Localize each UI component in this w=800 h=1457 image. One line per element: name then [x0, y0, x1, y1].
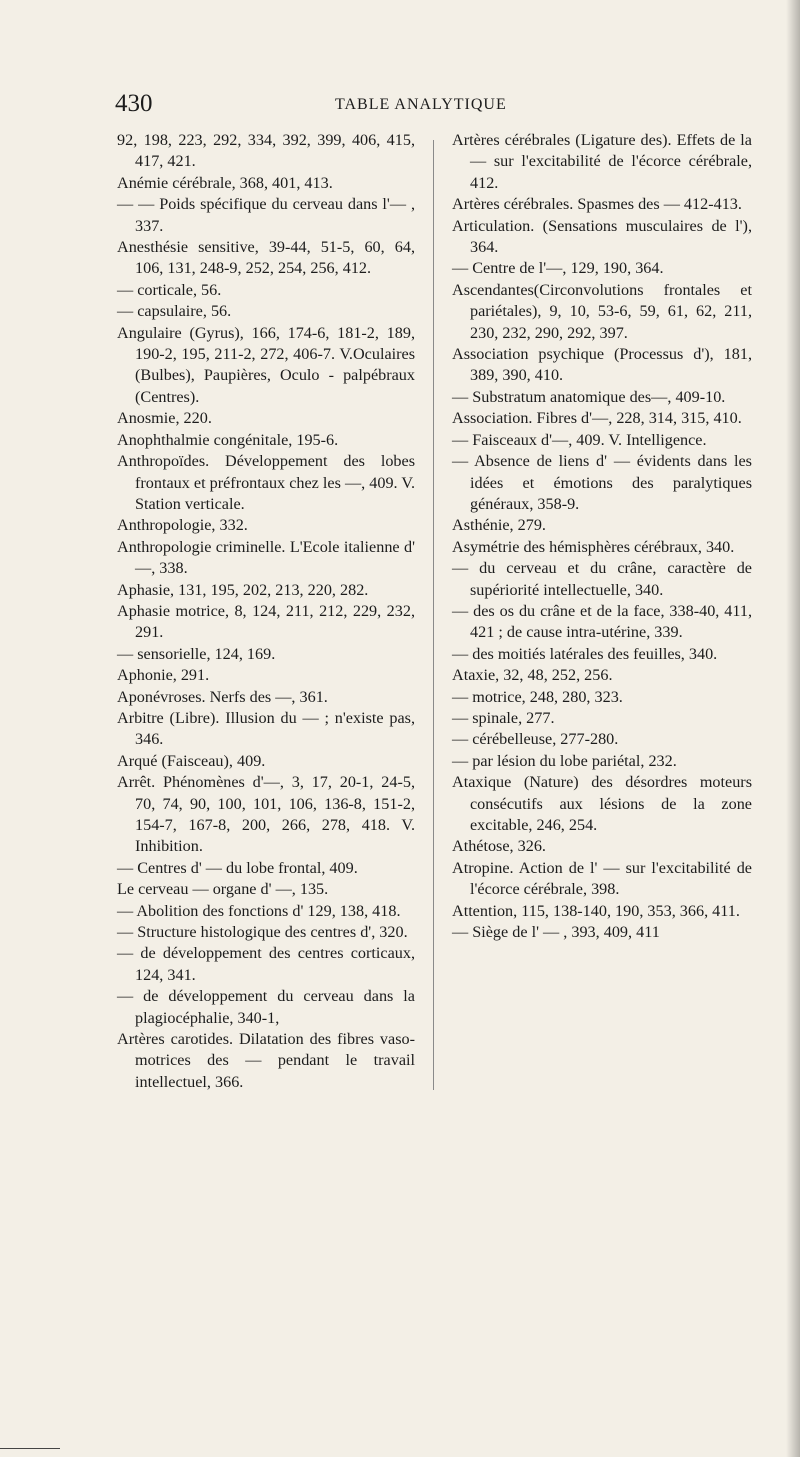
index-entry: Athétose, 326. [452, 837, 546, 856]
index-entry: Ataxie, 32, 48, 252, 256. [452, 666, 613, 685]
index-entry: Le cerveau — organe d' —, 135. [117, 880, 329, 899]
index-entry: Aphasie motrice, 8, 124, 211, 212, 229, 232, 291. [117, 601, 415, 642]
index-entry: — des os du crâne et de la face, 338-40, 411, 421 ; de cause intra-utérine, 339. [452, 601, 752, 642]
index-entry: — des moitiés latérales des feuilles, 340. [452, 644, 718, 663]
index-entry: 92, 198, 223, 292, 334, 392, 399, 406, 415, 417, 421. [117, 131, 415, 171]
index-entry: Anophthalmie congénitale, 195-6. [117, 430, 339, 449]
index-entry: — Absence de liens d' — évidents dans les idées et émotions des paralytiques généraux, 358-9. [452, 452, 752, 513]
index-entry: Asymétrie des hémisphères cérébraux, 340. [452, 537, 735, 556]
index-entry: Ascendantes(Circonvolutions frontales et pariétales), 9, 10, 53-6, 59, 61, 62, 211, 230, 232, 290, 292, 397. [452, 280, 752, 342]
index-entry: — motrice, 248, 280, 323. [452, 687, 623, 706]
index-entry: — Centre de l'—, 129, 190, 364. [452, 259, 664, 278]
index-entry: — Faisceaux d'—, 409. V. Intelligence. [452, 430, 707, 449]
index-column-left [117, 130, 415, 1093]
page-header [115, 90, 715, 120]
index-entry: Attention, 115, 138-140, 190, 353, 366, 411. [452, 901, 740, 920]
column-divider [433, 140, 434, 1090]
index-entry: Aponévroses. Nerfs des —, 361. [117, 687, 328, 706]
index-entry: Artères carotides. Dilatation des fibres vaso-motrices des — pendant le travail intellectuel, 366. [117, 1030, 415, 1091]
index-entry: Arbitre (Libre). Illusion du — ; n'existe pas, 346. [117, 708, 415, 749]
index-entry: — par lésion du lobe pariétal, 232. [452, 751, 677, 770]
index-entry: — cérébelleuse, 277-280. [452, 730, 619, 749]
index-entry: Aphasie, 131, 195, 202, 213, 220, 282. [117, 580, 369, 599]
index-entry: Artères cérébrales. Spasmes des — 412-413. [452, 195, 742, 214]
index-entry: — Substratum anatomique des—, 409-10. [452, 387, 726, 406]
index-entry: Articulation. (Sensations musculaires de l'), 364. [452, 216, 752, 257]
index-entry: Arrêt. Phénomènes d'—, 3, 17, 20-1, 24-5, 70, 74, 90, 100, 101, 106, 136-8, 151-2, 154-7, 167-8, 200, 266, 278, 418. V. Inhibition. [117, 773, 415, 856]
index-entry: Anesthésie sensitive, 39-44, 51-5, 60, 64, 106, 131, 248-9, 252, 254, 256, 412. [117, 238, 415, 278]
index-entry: — Abolition des fonctions d' 129, 138, 418. [117, 901, 401, 920]
index-entry: Anthropoïdes. Développement des lobes frontaux et préfrontaux chez les —, 409. V. Station verticale. [117, 452, 415, 513]
index-entry: — Centres d' — du lobe frontal, 409. [117, 858, 358, 877]
index-column-right [452, 130, 752, 943]
index-entry: — corticale, 56. [117, 280, 222, 299]
running-head: TABLE ANALYTIQUE [335, 96, 507, 113]
index-entry: Anosmie, 220. [117, 409, 212, 428]
index-entry: — capsulaire, 56. [117, 302, 232, 321]
index-entry: Association. Fibres d'—, 228, 314, 315, 410. [452, 409, 742, 428]
index-entry: — de développement du cerveau dans la plagiocéphalie, 340-1, [117, 987, 415, 1027]
index-entry: Angulaire (Gyrus), 166, 174-6, 181-2, 189, 190-2, 195, 211-2, 272, 406-7. V.Oculaires (Bulbes), Paupières, Oculo - palpébraux (Centres). [117, 323, 415, 406]
index-entry: Anémie cérébrale, 368, 401, 413. [117, 173, 333, 192]
index-entry: — Siège de l' — , 393, 409, 411 [452, 923, 660, 942]
index-entry: — Structure histologique des centres d', 320. [117, 923, 408, 942]
bottom-rule [0, 1448, 60, 1449]
index-entry: Atropine. Action de l' — sur l'excitabilité de l'écorce cérébrale, 398. [452, 858, 752, 899]
page-edge-shadow [786, 0, 800, 1457]
index-entry: Anthropologie, 332. [117, 516, 248, 535]
index-entry: — de développement des centres corticaux, 124, 341. [117, 944, 415, 984]
index-entry: — spinale, 277. [452, 708, 555, 727]
index-entry: Asthénie, 279. [452, 516, 546, 535]
index-entry: Anthropologie criminelle. L'Ecole italienne d' —, 338. [117, 537, 415, 578]
index-entry: — du cerveau et du crâne, caractère de supériorité intellectuelle, 340. [452, 559, 752, 599]
index-entry: Artères cérébrales (Ligature des). Effets de la — sur l'excitabilité de l'écorce cérébrale, 412. [452, 131, 752, 192]
page-number: 430 [115, 90, 153, 117]
index-entry: Arqué (Faisceau), 409. [117, 751, 266, 770]
index-entry: — — Poids spécifique du cerveau dans l'— , 337. [117, 195, 415, 235]
index-entry: Aphonie, 291. [117, 666, 210, 685]
index-entry: Ataxique (Nature) des désordres moteurs consécutifs aux lésions de la zone excitable, 246, 254. [452, 773, 752, 834]
index-entry: — sensorielle, 124, 169. [117, 644, 276, 663]
index-entry: Association psychique (Processus d'), 181, 389, 390, 410. [452, 345, 752, 385]
